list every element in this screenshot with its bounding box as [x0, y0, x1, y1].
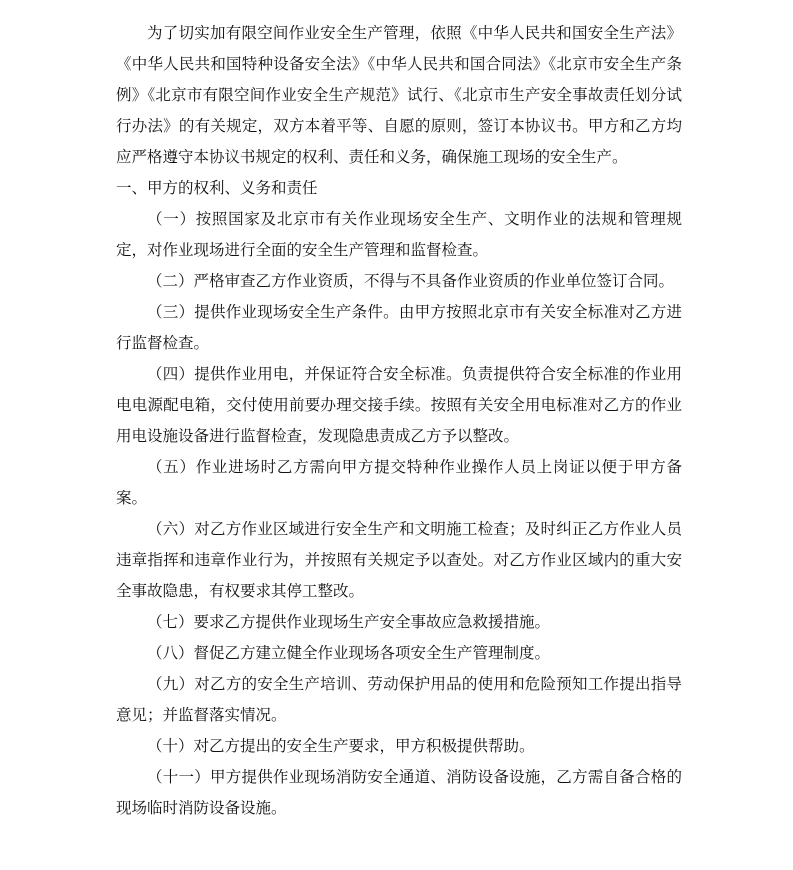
clause-9: （九）对乙方的安全生产培训、劳动保护用品的使用和危险预知工作提出指导意见；并监督落实情况。	[116, 675, 682, 724]
clause-7: （七）要求乙方提供作业现场生产安全事故应急救援措施。	[147, 613, 551, 631]
clause-8: （八）督促乙方建立健全作业现场各项安全生产管理制度。	[147, 644, 551, 662]
intro-paragraph: 为了切实加有限空间作业安全生产管理，依照《中华人民共和国安全生产法》《中华人民共和国特种设备安全法》《中华人民共和国合同法》《北京市安全生产条例》《北京市有限空间作业安全生产规范》试行、《北京市生产安全事故责任划分试行办法》的有关规定，双方本着平等、自愿的原则，签订本协议书。甲方和乙方均应严格遵守本协议书规定的权利、责任和义务，确保施工现场的安全生产。	[116, 24, 682, 166]
clause-3: （三）提供作业现场安全生产条件。由甲方按照北京市有关安全标准对乙方进行监督检查。	[116, 303, 682, 352]
clause-1: （一）按照国家及北京市有关作业现场安全生产、文明作业的法规和管理规定，对作业现场进行全面的安全生产管理和监督检查。	[116, 210, 682, 259]
clause-5: （五）作业进场时乙方需向甲方提交特种作业操作人员上岗证以便于甲方备案。	[116, 458, 682, 507]
clause-4: （四）提供作业用电，并保证符合安全标准。负责提供符合安全标准的作业用电电源配电箱，交付使用前要办理交接手续。按照有关安全用电标准对乙方的作业用电设施设备进行监督检查，发现隐患责成乙方予以整改。	[116, 365, 682, 445]
clause-6: （六）对乙方作业区域进行安全生产和文明施工检查；及时纠正乙方作业人员违章指挥和违章作业行为，并按照有关规定予以查处。对乙方作业区域内的重大安全事故隐患，有权要求其停工整改。	[116, 520, 682, 600]
clause-2: （二）严格审查乙方作业资质，不得与不具备作业资质的作业单位签订合同。	[147, 272, 675, 290]
section-heading-party-a: 一、甲方的权利、义务和责任	[116, 179, 318, 197]
clause-10: （十）对乙方提出的安全生产要求，甲方积极提供帮助。	[147, 737, 535, 755]
document-page	[116, 18, 682, 824]
clause-11: （十一）甲方提供作业现场消防安全通道、消防设备设施，乙方需自备合格的现场临时消防设备设施。	[116, 768, 682, 817]
